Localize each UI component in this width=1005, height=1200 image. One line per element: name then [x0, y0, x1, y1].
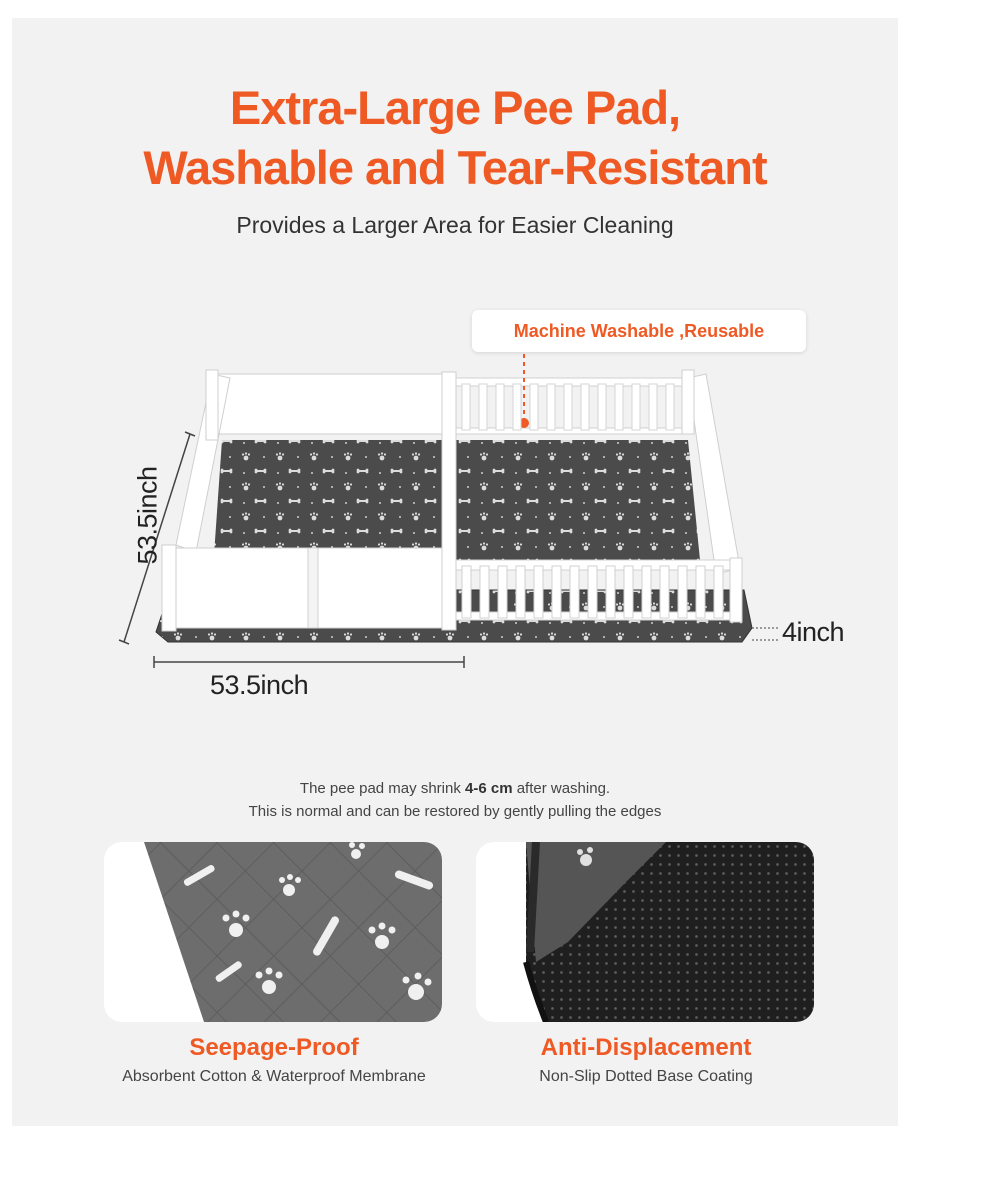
fence-slat	[530, 384, 538, 430]
fence-slat	[462, 566, 471, 618]
height-dimension-label: 53.5inch	[132, 466, 163, 565]
fence-slat	[547, 384, 555, 430]
fence-slat	[642, 566, 651, 618]
fence-slat	[513, 384, 521, 430]
subtitle: Provides a Larger Area for Easier Cleaning	[236, 212, 674, 238]
seepage-proof-image	[104, 842, 442, 1022]
fence-slat	[496, 384, 504, 430]
fence-slat	[649, 384, 657, 430]
fence-slat	[516, 566, 525, 618]
shrink-note-line-2: This is normal and can be restored by gently pulling the edges	[248, 803, 662, 820]
fence-slat	[598, 384, 606, 430]
fence-slat	[678, 566, 687, 618]
feature-title-anti-displacement: Anti-Displacement	[540, 1034, 752, 1061]
fence-slat	[696, 566, 705, 618]
fence-slat	[714, 566, 723, 618]
fence-slat	[498, 566, 507, 618]
width-dimension-label: 53.5inch	[210, 670, 309, 700]
fence-slat	[570, 566, 579, 618]
fence-slat	[666, 384, 674, 430]
headline-line-1: Extra-Large Pee Pad,	[229, 81, 681, 134]
headline-line-2: Washable and Tear-Resistant	[143, 141, 767, 194]
fence-slat	[660, 566, 669, 618]
fence-slat	[588, 566, 597, 618]
fence-slat	[552, 566, 561, 618]
callout-badge: Machine Washable ,Reusable	[472, 310, 806, 352]
feature-subtitle-anti-displacement: Non-Slip Dotted Base Coating	[539, 1068, 753, 1085]
dotted-base-icon	[476, 842, 814, 1022]
fence-slat	[615, 384, 623, 430]
shrink-note-line-1: The pee pad may shrink 4-6 cm after washing.	[299, 780, 611, 797]
fence-slat	[534, 566, 543, 618]
edge-dimension-label: 4inch	[782, 617, 845, 647]
fence-slat	[606, 566, 615, 618]
fence-slat	[632, 384, 640, 430]
feature-title-seepage: Seepage-Proof	[189, 1034, 359, 1061]
fence-slat	[581, 384, 589, 430]
fence-slat	[462, 384, 470, 430]
anti-displacement-image	[476, 842, 814, 1022]
fence-slat	[480, 566, 489, 618]
fence-slat	[624, 566, 633, 618]
paw-bone-pattern-icon	[104, 842, 442, 1022]
fence-slat	[479, 384, 487, 430]
fence-slat	[564, 384, 572, 430]
feature-subtitle-seepage: Absorbent Cotton & Waterproof Membrane	[122, 1068, 426, 1085]
front-solid-panel	[168, 548, 450, 628]
